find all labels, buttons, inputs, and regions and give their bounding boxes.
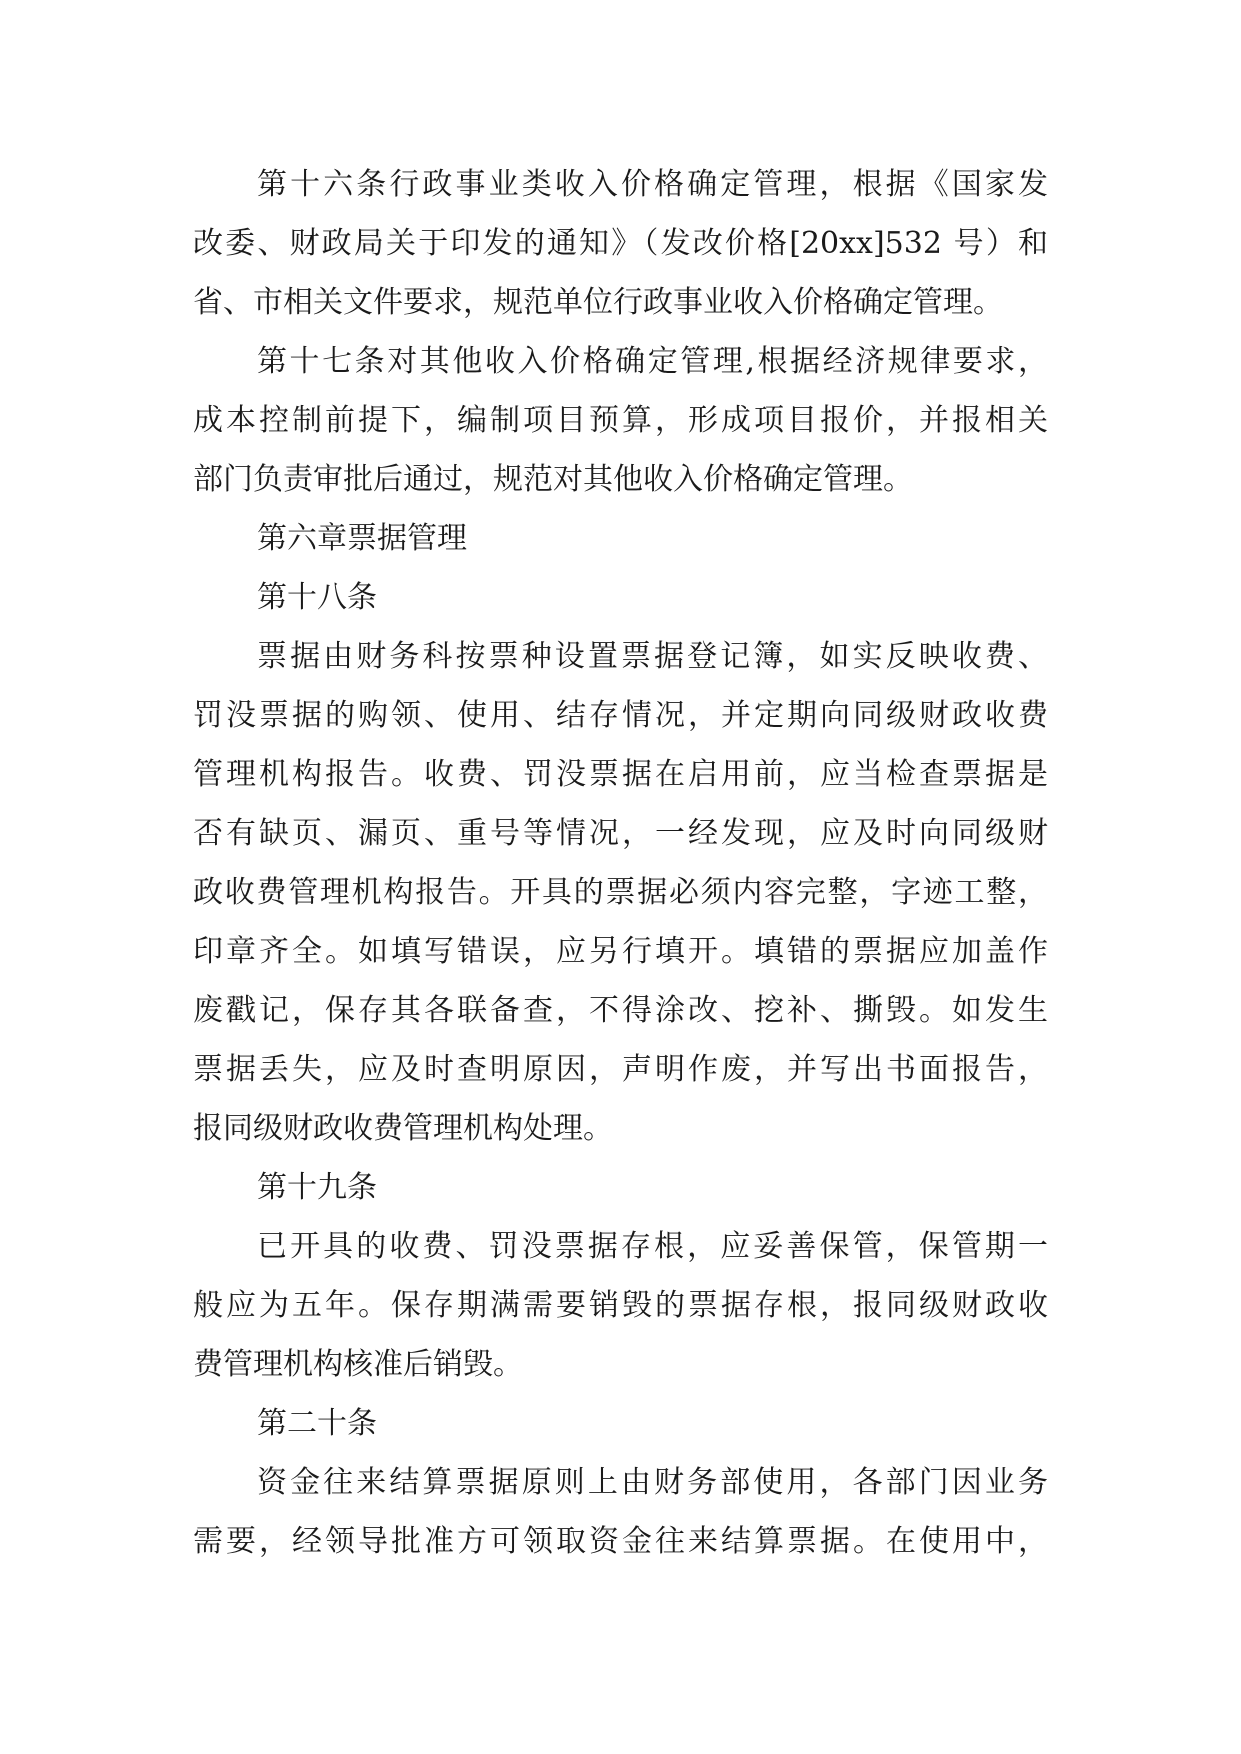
document-page bbox=[193, 155, 1048, 1571]
paragraph-line: 报同级财政收费管理机构处理。 bbox=[193, 1111, 613, 1146]
paragraph-line: 部门负责审批后通过，规范对其他收入价格确定管理。 bbox=[193, 462, 913, 497]
paragraph-line: 成本控制前提下，编制项目预算，形成项目报价，并报相关 bbox=[193, 403, 1048, 438]
paragraph-line: 印章齐全。如填写错误，应另行填开。填错的票据应加盖作 bbox=[193, 934, 1048, 969]
paragraph-line: 第十七条对其他收入价格确定管理,根据经济规律要求， bbox=[257, 344, 1048, 379]
article-heading: 第十八条 bbox=[257, 580, 377, 615]
paragraph-line: 第十六条行政事业类收入价格确定管理，根据《国家发 bbox=[257, 167, 1048, 202]
paragraph-line: 费管理机构核准后销毁。 bbox=[193, 1347, 523, 1382]
paragraph-line: 已开具的收费、罚没票据存根，应妥善保管，保管期一 bbox=[257, 1229, 1048, 1264]
article-heading: 第二十条 bbox=[257, 1406, 377, 1441]
chapter-heading: 第六章票据管理 bbox=[257, 521, 467, 556]
paragraph-line: 票据丢失，应及时查明原因，声明作废，并写出书面报告， bbox=[193, 1052, 1048, 1087]
paragraph-line: 省、市相关文件要求，规范单位行政事业收入价格确定管理。 bbox=[193, 285, 1003, 320]
article-heading: 第十九条 bbox=[257, 1170, 377, 1205]
paragraph-line: 资金往来结算票据原则上由财务部使用，各部门因业务 bbox=[257, 1465, 1048, 1500]
paragraph-line: 般应为五年。保存期满需要销毁的票据存根，报同级财政收 bbox=[193, 1288, 1048, 1323]
paragraph-line: 改委、财政局关于印发的通知》（发改价格[20xx]532 号）和 bbox=[193, 226, 1048, 261]
paragraph-line: 罚没票据的购领、使用、结存情况，并定期向同级财政收费 bbox=[193, 698, 1048, 733]
paragraph-line: 票据由财务科按票种设置票据登记簿，如实反映收费、 bbox=[257, 639, 1048, 674]
paragraph-line: 政收费管理机构报告。开具的票据必须内容完整，字迹工整， bbox=[193, 875, 1048, 910]
paragraph-line: 废戳记，保存其各联备查，不得涂改、挖补、撕毁。如发生 bbox=[193, 993, 1048, 1028]
paragraph-line: 需要，经领导批准方可领取资金往来结算票据。在使用中， bbox=[193, 1524, 1048, 1559]
paragraph-line: 否有缺页、漏页、重号等情况，一经发现，应及时向同级财 bbox=[193, 816, 1048, 851]
paragraph-line: 管理机构报告。收费、罚没票据在启用前，应当检查票据是 bbox=[193, 757, 1048, 792]
